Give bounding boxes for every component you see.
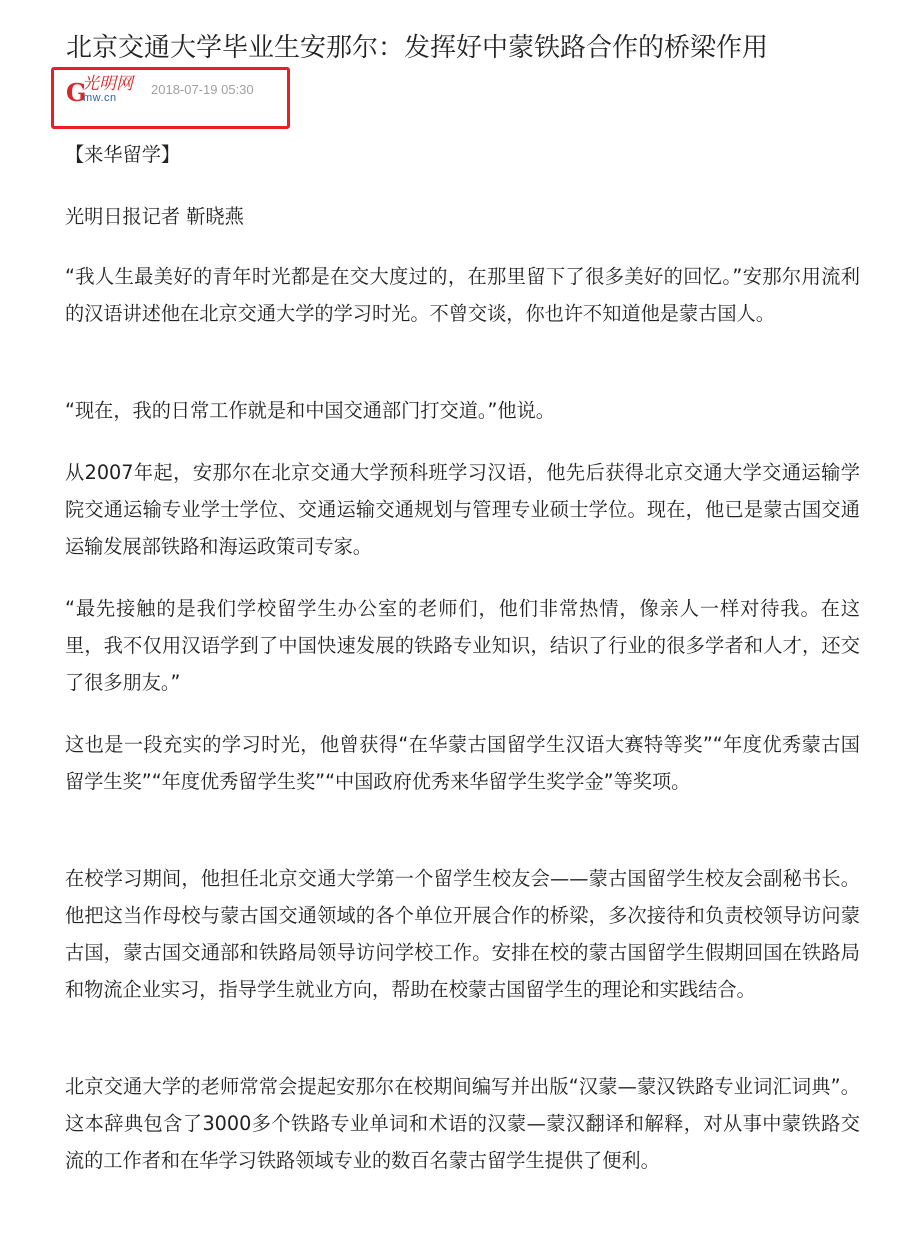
paragraph: 北京交通大学的老师常常会提起安那尔在校期间编写并出版“汉蒙—蒙汉铁路专业词汇词典”。这本辞典包含了3000多个铁路专业单词和术语的汉蒙—蒙汉翻译和解释，对从事中蒙铁路交流的工作者和在华学习铁路领域专业的数百名蒙古留学生提供了便利。 (65, 1075, 860, 1172)
logo-domain: mw.cn (83, 92, 117, 104)
logo-brand-text: 光明网 (82, 74, 133, 94)
paragraph-byline: 光明日报记者 靳晓燕 (65, 205, 244, 228)
publish-date: 2018-07-19 05:30 (151, 82, 254, 97)
paragraph-column-tag: 【来华留学】 (65, 143, 181, 166)
source-logo[interactable] (66, 74, 142, 110)
paragraph: 从2007年起，安那尔在北京交通大学预科班学习汉语，他先后获得北京交通大学交通运输学院交通运输专业学士学位、交通运输交通规划与管理专业硕士学位。现在，他已是蒙古国交通运输发展部铁路和海运政策司专家。 (65, 461, 860, 558)
paragraph: “现在，我的日常工作就是和中国交通部门打交道。”他说。 (65, 399, 555, 422)
paragraph: “我人生最美好的青年时光都是在交大度过的，在那里留下了很多美好的回忆。”安那尔用流利的汉语讲述他在北京交通大学的学习时光。不曾交谈，你也许不知道他是蒙古国人。 (65, 265, 860, 325)
paragraph: 在校学习期间，他担任北京交通大学第一个留学生校友会——蒙古国留学生校友会副秘书长。他把这当作母校与蒙古国交通领域的各个单位开展合作的桥梁，多次接待和负责校领导访问蒙古国，蒙古国交通部和铁路局领导访问学校工作。安排在校的蒙古国留学生假期回国在铁路局和物流企业实习，指导学生就业方向，帮助在校蒙古国留学生的理论和实践结合。 (65, 867, 860, 1001)
paragraph: “最先接触的是我们学校留学生办公室的老师们，他们非常热情，像亲人一样对待我。在这里，我不仅用汉语学到了中国快速发展的铁路专业知识，结识了行业的很多学者和人才，还交了很多朋友。” (65, 597, 860, 694)
logo-letter: G (66, 78, 87, 107)
article-title: 北京交通大学毕业生安那尔：发挥好中蒙铁路合作的桥梁作用 (66, 33, 769, 63)
paragraph: 这也是一段充实的学习时光，他曾获得“在华蒙古国留学生汉语大赛特等奖”“年度优秀蒙古国留学生奖”“年度优秀留学生奖”“中国政府优秀来华留学生奖学金”等奖项。 (65, 733, 860, 793)
